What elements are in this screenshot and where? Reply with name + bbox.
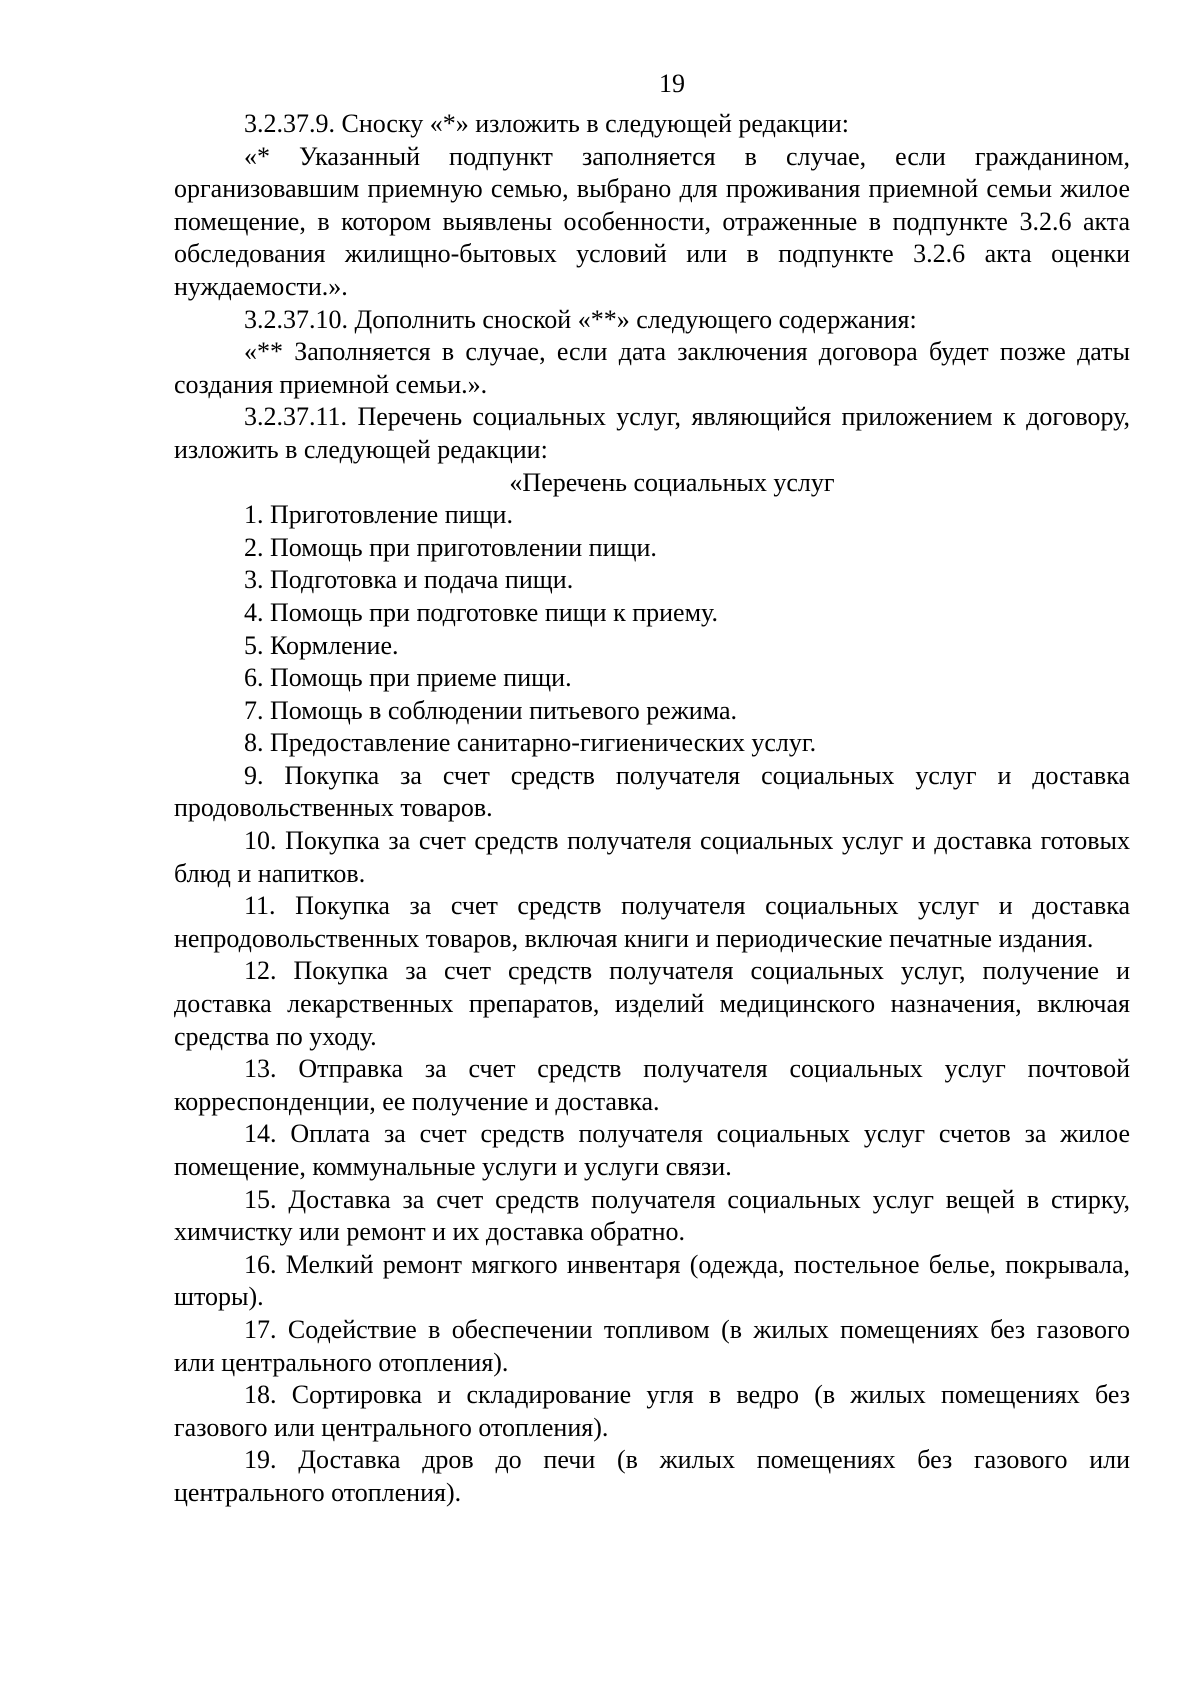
service-item-11: 11. Покупка за счет средств получателя социальных услуг и доставка непродовольственных товаров, включая книги и периодические печатные издания.	[174, 891, 1130, 953]
service-item-14: 14. Оплата за счет средств получателя социальных услуг счетов за жилое помещение, коммунальные услуги и услуги связи.	[174, 1119, 1130, 1181]
paragraph-footnote-star-text: «* Указанный подпункт заполняется в случае, если гражданином, организовавшим приемную семью, выбрано для проживания приемной семьи жилое помещение, в котором выявлены особенности, отраженные в подпункте 3.2.6 акта обследования жилищно-бытовых условий или в подпункте 3.2.6 акта оценки нуждаемости.».	[174, 141, 1130, 301]
service-item-3: 3. Подготовка и подача пищи.	[244, 565, 574, 595]
paragraph-footnote-star-instruction: 3.2.37.9. Сноску «*» изложить в следующей редакции:	[244, 109, 849, 138]
service-item-4: 4. Помощь при подготовке пищи к приему.	[244, 597, 718, 627]
document-page	[174, 68, 1130, 1510]
page-number: 19	[659, 69, 685, 98]
service-item-17: 17. Содействие в обеспечении топливом (в жилых помещениях без газового или центрального отопления).	[174, 1314, 1130, 1377]
service-item-15: 15. Доставка за счет средств получателя социальных услуг вещей в стирку, химчистку или ремонт и их доставка обратно.	[174, 1184, 1130, 1247]
service-item-10: 10. Покупка за счет средств получателя социальных услуг и доставка готовых блюд и напитков.	[174, 826, 1130, 888]
service-item-9: 9. Покупка за счет средств получателя социальных услуг и доставка продовольственных товаров.	[174, 760, 1130, 823]
service-item-7: 7. Помощь в соблюдении питьевого режима.	[244, 695, 738, 725]
document-body	[174, 108, 1130, 1510]
service-item-1: 1. Приготовление пищи.	[244, 500, 513, 530]
service-item-19: 19. Доставка дров до печи (в жилых помещениях без газового или центрального отопления).	[174, 1445, 1130, 1507]
paragraph-services-list-instruction: 3.2.37.11. Перечень социальных услуг, являющийся приложением к договору, изложить в следующей редакции:	[174, 402, 1130, 464]
paragraph-footnote-double-star-text: «** Заполняется в случае, если дата заключения договора будет позже даты создания приемной семьи.».	[174, 337, 1130, 399]
services-list-heading: «Перечень социальных услуг	[509, 467, 835, 497]
service-item-13: 13. Отправка за счет средств получателя социальных услуг почтовой корреспонденции, ее получение и доставка.	[174, 1054, 1130, 1116]
service-item-2: 2. Помощь при приготовлении пищи.	[244, 532, 657, 562]
service-item-5: 5. Кормление.	[244, 630, 399, 660]
service-item-18: 18. Сортировка и складирование угля в ведро (в жилых помещениях без газового или центрального отопления).	[174, 1380, 1130, 1442]
service-item-16: 16. Мелкий ремонт мягкого инвентаря (одежда, постельное белье, покрывала, шторы).	[174, 1249, 1130, 1312]
service-item-6: 6. Помощь при приеме пищи.	[244, 663, 572, 693]
service-item-12: 12. Покупка за счет средств получателя социальных услуг, получение и доставка лекарственных препаратов, изделий медицинского назначения, включая средства по уходу.	[174, 956, 1130, 1051]
paragraph-footnote-double-star-instruction: 3.2.37.10. Дополнить сноской «**» следующего содержания:	[244, 304, 917, 334]
service-item-8: 8. Предоставление санитарно-гигиенических услуг.	[244, 728, 817, 758]
